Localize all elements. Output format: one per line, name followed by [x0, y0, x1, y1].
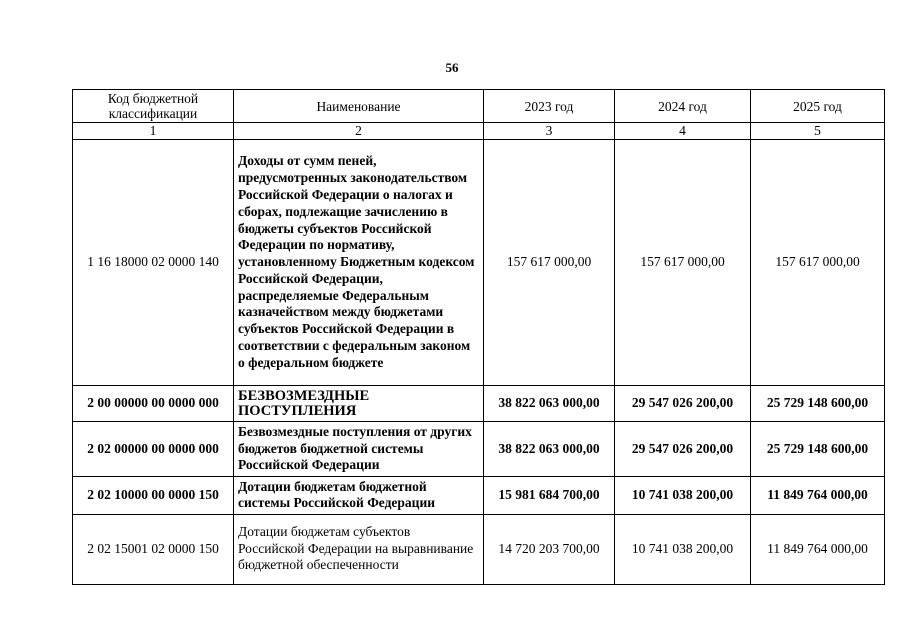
column-number: 5: [751, 123, 885, 140]
budget-code: 2 02 00000 00 0000 000: [73, 422, 234, 477]
budget-table: [72, 89, 885, 585]
header-2023: 2023 год: [484, 90, 615, 123]
column-number: 4: [615, 123, 751, 140]
amount-2024: 10 741 038 200,00: [615, 514, 751, 584]
budget-code: 2 02 15001 02 0000 150: [73, 514, 234, 584]
row-name: Дотации бюджетам субъектов Российской Федерации на выравнивание бюджетной обеспеченности: [234, 514, 484, 584]
amount-2023: 38 822 063 000,00: [484, 422, 615, 477]
amount-2025: 157 617 000,00: [751, 140, 885, 386]
row-name: Безвозмездные поступления от других бюджетов бюджетной системы Российской Федерации: [234, 422, 484, 477]
column-number: 2: [234, 123, 484, 140]
column-number: 1: [73, 123, 234, 140]
column-number: 3: [484, 123, 615, 140]
table-row: [73, 386, 885, 422]
page-number: 56: [445, 60, 459, 75]
amount-2025: 25 729 148 600,00: [751, 386, 885, 422]
budget-code: 2 02 10000 00 0000 150: [73, 476, 234, 514]
amount-2024: 29 547 026 200,00: [615, 422, 751, 477]
amount-2023: 14 720 203 700,00: [484, 514, 615, 584]
amount-2024: 29 547 026 200,00: [615, 386, 751, 422]
table-row: [73, 476, 885, 514]
amount-2025: 11 849 764 000,00: [751, 514, 885, 584]
table-row: [73, 422, 885, 477]
header-2024: 2024 год: [615, 90, 751, 123]
amount-2023: 157 617 000,00: [484, 140, 615, 386]
table-row: [73, 514, 885, 584]
header-name: Наименование: [234, 90, 484, 123]
table-row: [73, 140, 885, 386]
amount-2024: 10 741 038 200,00: [615, 476, 751, 514]
table-header-row: [73, 90, 885, 123]
amount-2025: 25 729 148 600,00: [751, 422, 885, 477]
column-number-row: [73, 123, 885, 140]
budget-code: 2 00 00000 00 0000 000: [73, 386, 234, 422]
amount-2023: 15 981 684 700,00: [484, 476, 615, 514]
row-name: Доходы от сумм пеней, предусмотренных законодательством Российской Федерации о налогах и сборах, подлежащие зачислению в бюджеты субъектов Российской Федерации по нормативу, установленному Бюджетным кодексом Российской Федерации, распределяемые Федеральным казначейством между бюджетами субъектов Российской Федерации в соответствии с федеральным законом о федеральном бюджете: [234, 140, 484, 386]
budget-code: 1 16 18000 02 0000 140: [73, 140, 234, 386]
amount-2025: 11 849 764 000,00: [751, 476, 885, 514]
row-name: Дотации бюджетам бюджетной системы Российской Федерации: [234, 476, 484, 514]
row-name: БЕЗВОЗМЕЗДНЫЕ ПОСТУПЛЕНИЯ: [234, 386, 484, 422]
amount-2023: 38 822 063 000,00: [484, 386, 615, 422]
header-code: Код бюджетной классификации: [73, 90, 234, 123]
amount-2024: 157 617 000,00: [615, 140, 751, 386]
header-2025: 2025 год: [751, 90, 885, 123]
